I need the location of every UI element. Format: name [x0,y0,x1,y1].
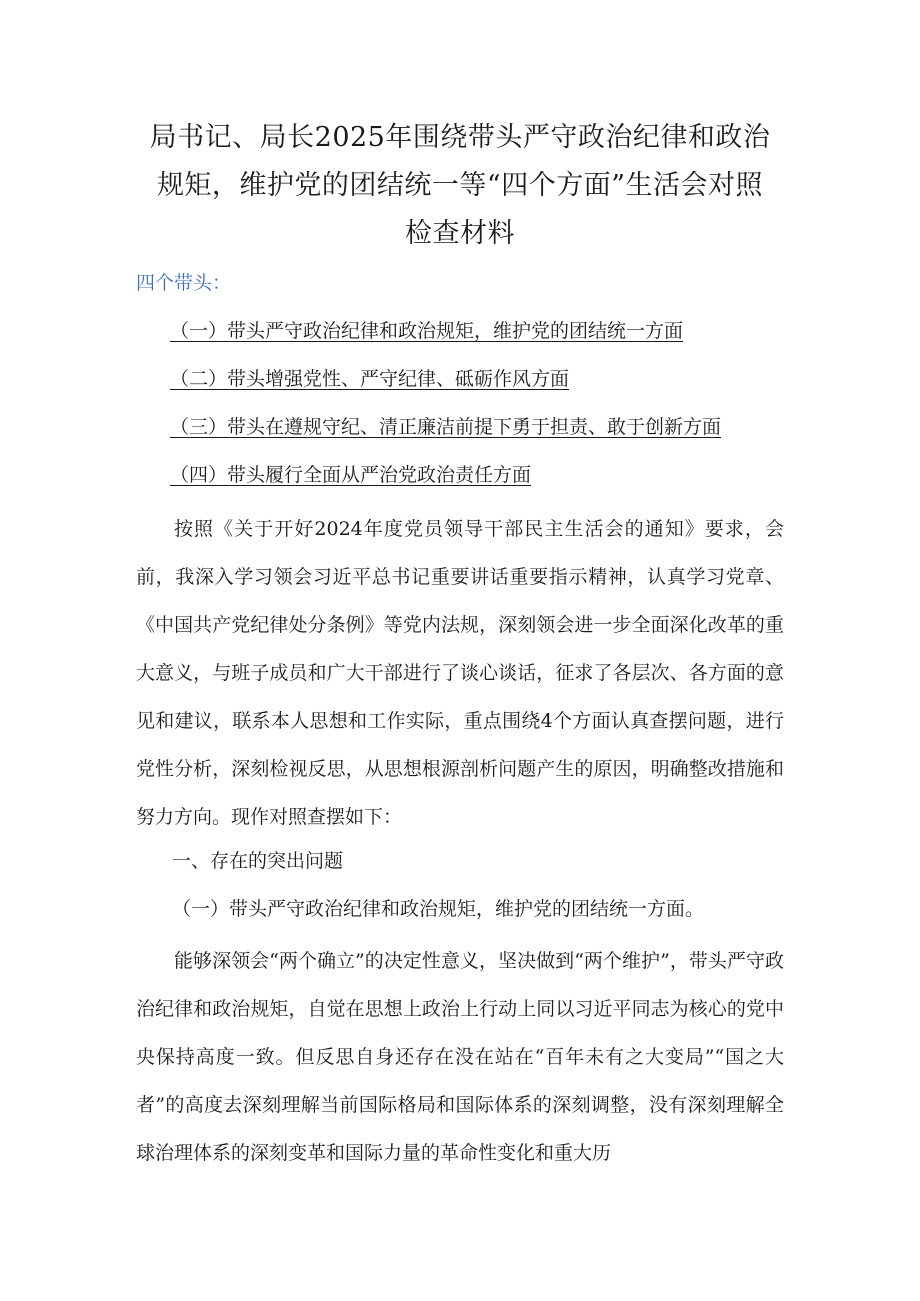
four-leads-item-1[interactable]: （一）带头严守政治纪律和政治规矩，维护党的团结统一方面 [170,320,684,342]
body-paragraph: 能够深领会“两个确立”的决定性意义，坚决做到“两个维护”，带头严守政治纪律和政治规矩，自觉在思想上政治上行动上同以习近平同志为核心的党中央保持高度一致。但反思自身还存在没在站在“百年未有之大变局”“国之大者”的高度去深刻理解当前国际格局和国际体系的深刻调整，没有深刻理解全球治理体系的深刻变革和国际力量的革命性变化和重大历 [136,950,784,1164]
four-leads-item-3[interactable]: （三）带头在遵规守纪、清正廉洁前提下勇于担责、敢于创新方面 [170,416,722,438]
four-leads-item-4[interactable]: （四）带头履行全面从严治党政治责任方面 [170,464,532,486]
document-title-line-3: 检查材料 [405,218,515,249]
section-one-heading: 一、存在的突出问题 [172,850,344,872]
document-title-line-2: 规矩，维护党的团结统一等“四个方面”生活会对照 [156,170,764,201]
four-leads-item-2[interactable]: （二）带头增强党性、严守纪律、砥砺作风方面 [170,368,570,390]
intro-paragraph: 按照《关于开好2024年度党员领导干部民主生活会的通知》要求，会前，我深入学习领会习近平总书记重要讲话重要指示精神，认真学习党章、《中国共产党纪律处分条例》等党内法规，深刻领会进一步全面深化改革的重大意义，与班子成员和广大干部进行了谈心谈话，征求了各层次、各方面的意见和建议，联系本人思想和工作实际，重点围绕4个方面认真查摆问题，进行党性分析，深刻检视反思，从思想根源剖析问题产生的原因，明确整改措施和努力方向。现作对照查摆如下： [136,518,784,828]
four-leads-heading: 四个带头： [136,272,232,294]
subsection-one-heading: （一）带头严守政治纪律和政治规矩，维护党的团结统一方面。 [172,898,705,920]
document-title-line-1: 局书记、局长2025年围绕带头严守政治纪律和政治 [149,122,771,153]
